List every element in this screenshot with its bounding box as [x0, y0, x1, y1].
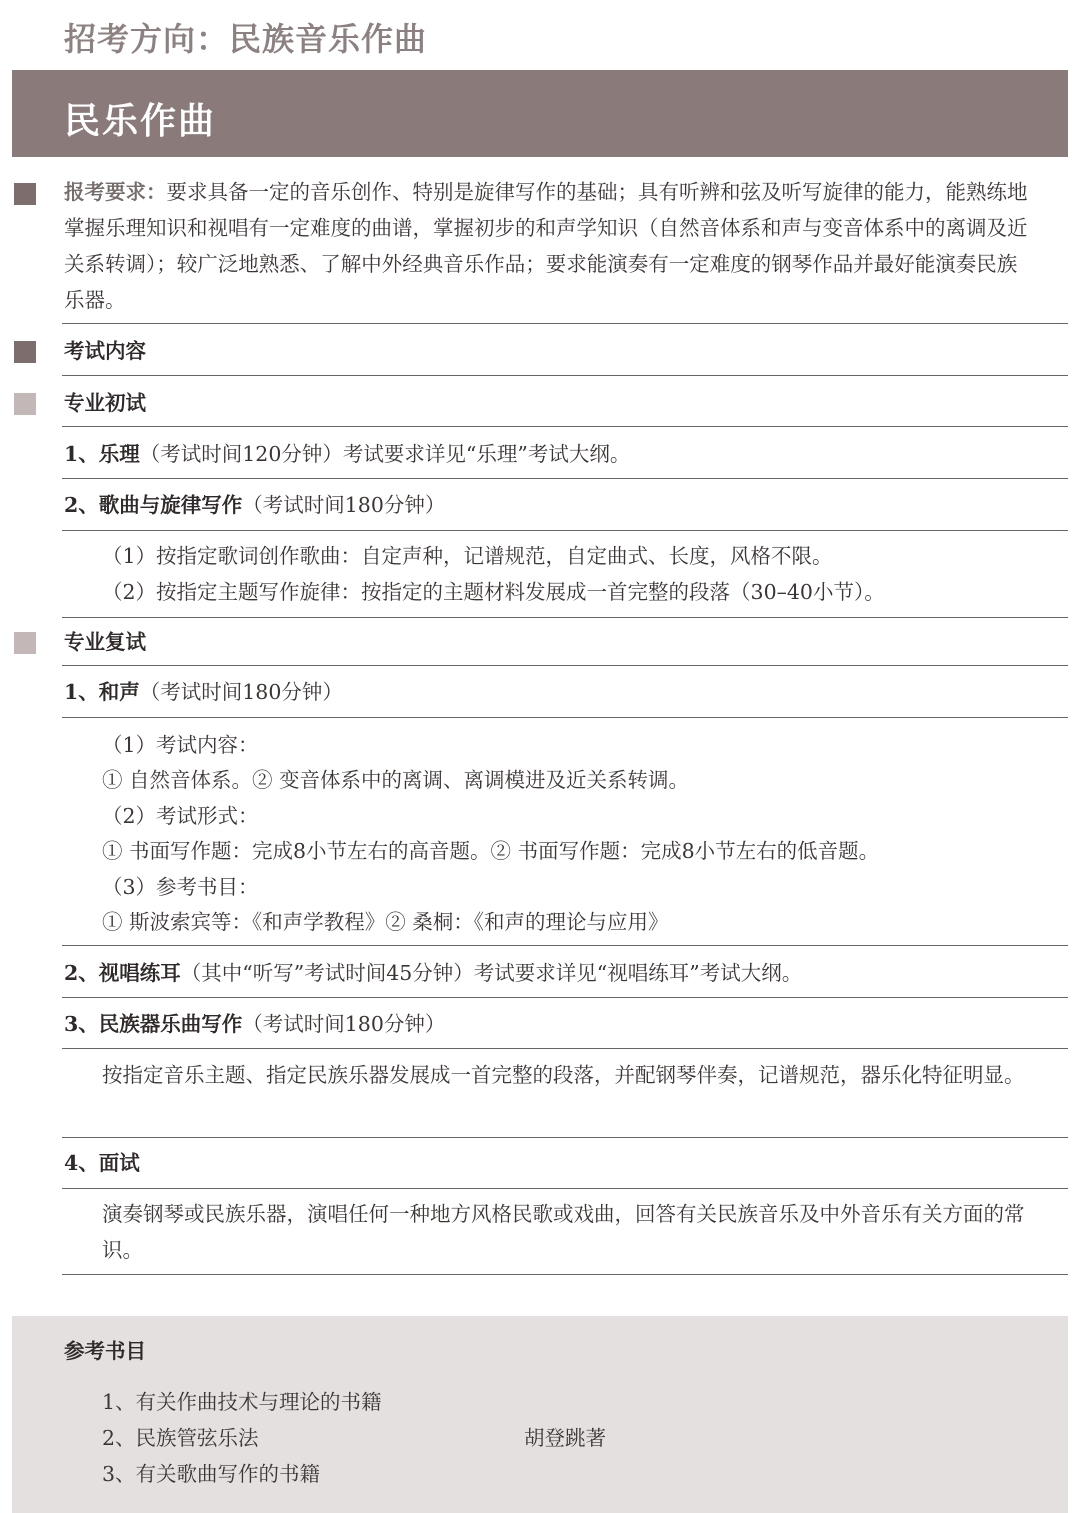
- sub-item: ① 自然音体系。② 变音体系中的离调、离调模进及近关系转调。: [102, 768, 690, 792]
- references-heading: 参考书目: [64, 1339, 146, 1363]
- direction-value: 民族音乐作曲: [229, 20, 428, 58]
- divider: [62, 530, 1068, 531]
- banner-title: 民乐作曲: [64, 100, 217, 142]
- item-detail: （其中“听写”考试时间45分钟）考试要求详见“视唱练耳”考试大纲。: [180, 961, 803, 985]
- divider: [62, 997, 1068, 998]
- item-detail: （考试时间180分钟）: [139, 680, 343, 704]
- reference-item: 2、民族管弦乐法: [102, 1426, 259, 1450]
- divider: [62, 426, 1068, 427]
- divider: [62, 478, 1068, 479]
- reference-item: 3、有关歌曲写作的书籍: [102, 1462, 321, 1486]
- divider: [62, 617, 1068, 618]
- divider: [62, 665, 1068, 666]
- item-detail: （考试时间180分钟）: [242, 1012, 446, 1036]
- preliminary-heading: 专业初试: [64, 391, 146, 415]
- preliminary-item-1: [64, 436, 630, 472]
- direction-label: 招考方向：: [64, 20, 230, 58]
- item-title: 3、民族器乐曲写作: [64, 1012, 243, 1036]
- reference-item: 1、有关作曲技术与理论的书籍: [102, 1390, 382, 1414]
- section-marker-square: [14, 632, 36, 654]
- divider: [62, 323, 1068, 324]
- item-description: 按指定音乐主题、指定民族乐器发展成一首完整的段落，并配钢琴伴奏，记谱规范，器乐化特征明显。: [102, 1063, 1025, 1087]
- retest-item-3: [64, 1006, 445, 1042]
- item-detail: （考试时间120分钟）考试要求详见“乐理”考试大纲。: [139, 442, 631, 466]
- sub-item: （2）考试形式：: [102, 804, 259, 828]
- divider: [62, 945, 1068, 946]
- item-title: 1、和声: [64, 680, 140, 704]
- sub-item: （3）参考书目：: [102, 875, 259, 899]
- retest-heading: 专业复试: [64, 630, 146, 654]
- divider: [62, 1188, 1068, 1189]
- requirements-text: 要求具备一定的音乐创作、特别是旋律写作的基础；具有听辨和弦及听写旋律的能力，能熟练地掌握乐理知识和视唱有一定难度的曲谱，掌握初步的和声学知识（自然音体系和声与变音体系中的离调及近关系转调）；较广泛地熟悉、了解中外经典音乐作品；要求能演奏有一定难度的钢琴作品并最好能演奏民族乐器。: [64, 180, 1028, 312]
- item-detail: （考试时间180分钟）: [242, 493, 446, 517]
- preliminary-item-2: [64, 487, 445, 523]
- sub-item: ① 书面写作题：完成8小节左右的高音题。② 书面写作题：完成8小节左右的低音题。: [102, 839, 880, 863]
- divider: [62, 1274, 1068, 1275]
- section-marker-square: [14, 183, 36, 205]
- section-marker-square: [14, 341, 36, 363]
- item-title: 1、乐理: [64, 442, 140, 466]
- exam-content-heading: 考试内容: [64, 339, 146, 363]
- item-title: 4、面试: [64, 1151, 140, 1175]
- item-title: 2、歌曲与旋律写作: [64, 493, 243, 517]
- divider: [62, 1048, 1068, 1049]
- direction-heading: [64, 14, 427, 60]
- sub-item: ① 斯波索宾等：《和声学教程》② 桑桐：《和声的理论与应用》: [102, 910, 669, 934]
- retest-item-1: [64, 674, 343, 710]
- section-marker-square: [14, 393, 36, 415]
- item-title: 2、视唱练耳: [64, 961, 181, 985]
- divider: [62, 717, 1068, 718]
- retest-item-2: [64, 955, 802, 991]
- divider: [62, 375, 1068, 376]
- requirements-label: 报考要求：: [64, 180, 167, 204]
- reference-author: 胡登跳著: [524, 1426, 606, 1450]
- retest-item-4: [64, 1145, 140, 1181]
- sub-item: （2）按指定主题写作旋律：按指定的主题材料发展成一首完整的段落（30–40小节）。: [102, 580, 885, 604]
- item-description: 演奏钢琴或民族乐器，演唱任何一种地方风格民歌或戏曲，回答有关民族音乐及中外音乐有关方面的常识。: [102, 1202, 1025, 1262]
- divider: [62, 1137, 1068, 1138]
- sub-item: （1）按指定歌词创作歌曲：自定声种，记谱规范，自定曲式、长度，风格不限。: [102, 544, 833, 568]
- requirements-paragraph: [64, 174, 1032, 318]
- sub-item: （1）考试内容：: [102, 733, 259, 757]
